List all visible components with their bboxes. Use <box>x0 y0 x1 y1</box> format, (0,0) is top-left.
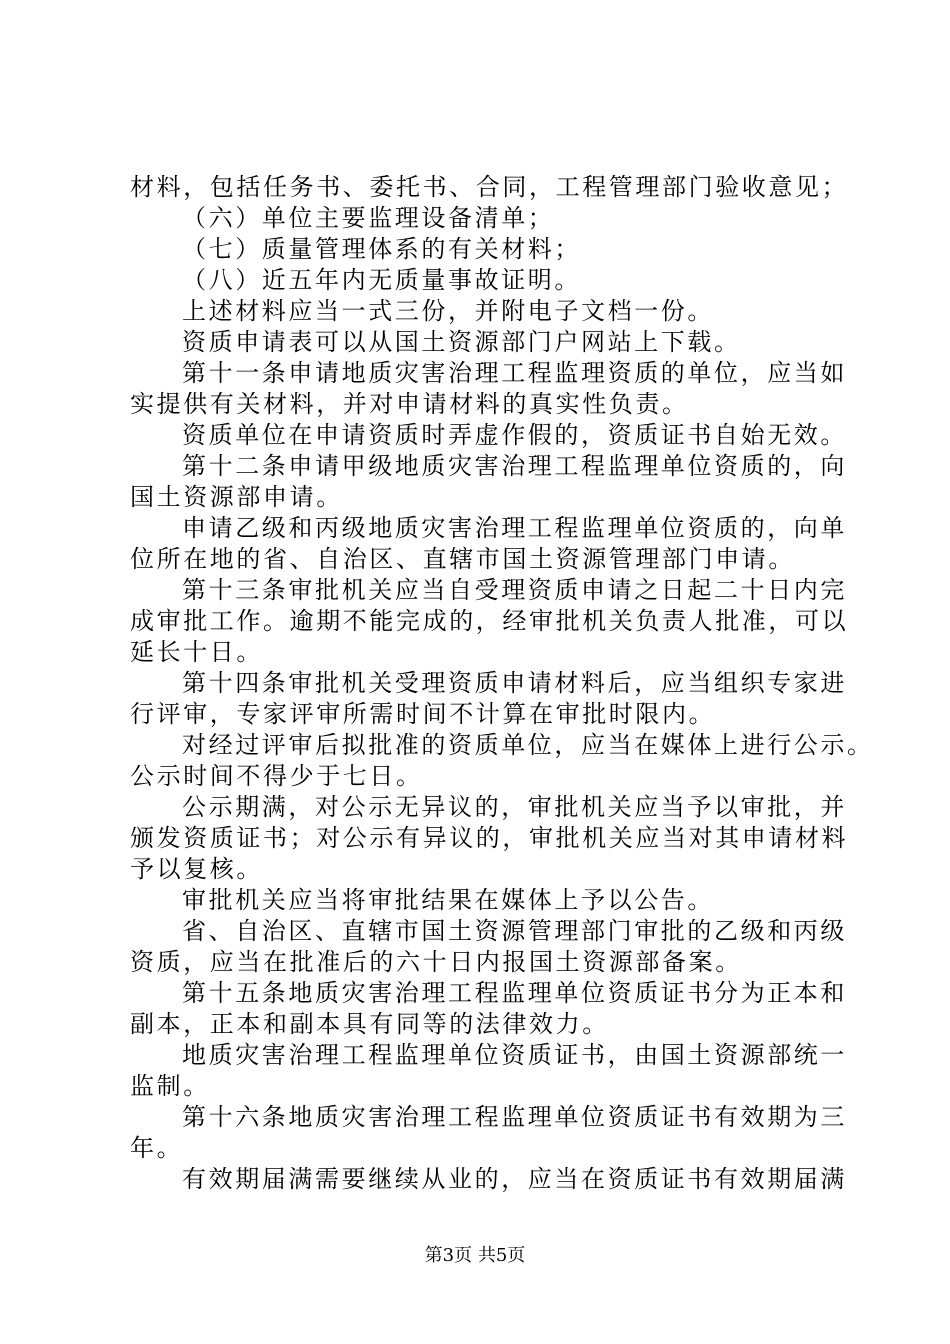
text-line: 资质，应当在批准后的六十日内报国土资源部备案。 <box>130 948 742 976</box>
text-line: 材料，包括任务书、委托书、合同，工程管理部门验收意见； <box>130 173 849 201</box>
text-line: 延长十日。 <box>130 638 263 666</box>
text-line: 第十三条审批机关应当自受理资质申请之日起二十日内完 <box>182 576 847 604</box>
text-line: 省、自治区、直辖市国土资源管理部门审批的乙级和丙级 <box>182 917 847 945</box>
text-line: 有效期届满需要继续从业的，应当在资质证书有效期届满 <box>182 1165 847 1193</box>
text-line: 对经过评审后拟批准的资质单位，应当在媒体上进行公示。 <box>182 731 874 759</box>
text-line: 第十一条申请地质灾害治理工程监理资质的单位，应当如 <box>182 359 847 387</box>
text-line: 成审批工作。逾期不能完成的，经审批机关负责人批准，可以 <box>130 607 849 635</box>
text-line: （七）质量管理体系的有关材料； <box>182 235 581 263</box>
page-footer <box>0 1241 950 1267</box>
text-line: 行评审，专家评审所需时间不计算在审批时限内。 <box>130 700 716 728</box>
text-line: 上述材料应当一式三份，并附电子文档一份。 <box>182 297 714 325</box>
text-line: 公示期满，对公示无异议的，审批机关应当予以审批，并 <box>182 793 847 821</box>
text-line: 第十五条地质灾害治理工程监理单位资质证书分为正本和 <box>182 979 847 1007</box>
text-line: 监制。 <box>130 1072 210 1100</box>
document-body <box>130 172 874 1195</box>
text-line: 予以复核。 <box>130 855 263 883</box>
text-line: 实提供有关材料，并对申请材料的真实性负责。 <box>130 390 689 418</box>
page-number: 第3页 共5页 <box>424 1245 526 1266</box>
text-line: 第十二条申请甲级地质灾害治理工程监理单位资质的，向 <box>182 452 847 480</box>
text-line: （八）近五年内无质量事故证明。 <box>182 266 581 294</box>
text-line: 审批机关应当将审批结果在媒体上予以公告。 <box>182 886 714 914</box>
text-line: （六）单位主要监理设备清单； <box>182 204 555 232</box>
text-line: 国土资源部申请。 <box>130 483 343 511</box>
text-line: 资质申请表可以从国土资源部门户网站上下载。 <box>182 328 741 356</box>
text-line: 资质单位在申请资质时弄虚作假的，资质证书自始无效。 <box>182 421 847 449</box>
text-line: 公示时间不得少于七日。 <box>130 762 423 790</box>
text-line: 年。 <box>130 1134 184 1162</box>
text-line: 申请乙级和丙级地质灾害治理工程监理单位资质的，向单 <box>182 514 847 542</box>
text-line: 位所在地的省、自治区、直辖市国土资源管理部门申请。 <box>130 545 795 573</box>
text-line: 副本，正本和副本具有同等的法律效力。 <box>130 1010 609 1038</box>
text-line: 颁发资质证书；对公示有异议的，审批机关应当对其申请材料 <box>130 824 849 852</box>
text-line: 第十六条地质灾害治理工程监理单位资质证书有效期为三 <box>182 1103 847 1131</box>
text-line: 地质灾害治理工程监理单位资质证书，由国土资源部统一 <box>182 1041 847 1069</box>
text-line: 第十四条审批机关受理资质申请材料后，应当组织专家进 <box>182 669 847 697</box>
